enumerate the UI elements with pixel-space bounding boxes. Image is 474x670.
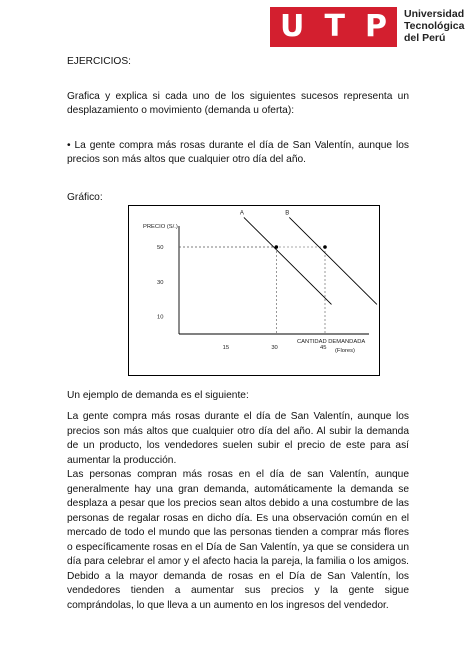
x-tick-label: 30	[271, 345, 278, 351]
logo-letter-t: T	[324, 9, 345, 44]
y-tick-label: 10	[157, 314, 164, 321]
doc-title: EJERCICIOS:	[67, 56, 131, 67]
body-text	[67, 410, 409, 613]
paragraph-1: La gente compra más rosas durante el día de San Valentín, aunque los precios son más altos que cualquier otro día del año. Al subir la demanda de un producto, los vendedores suelen subir el precio de este para así aumentar la producción.	[67, 411, 409, 466]
series-label-b: B	[285, 210, 290, 217]
data-point-1	[323, 245, 327, 249]
utp-logo	[270, 7, 466, 47]
demand-chart	[128, 205, 380, 376]
logo-line-1: Universidad	[404, 8, 465, 20]
y-tick-label: 50	[157, 245, 164, 251]
y-axis-label: PRECIO (S/.)	[143, 224, 178, 230]
x-axis-unit-label: (Flores)	[335, 348, 355, 354]
x-tick-label: 45	[320, 345, 327, 351]
x-axis-label: CANTIDAD DEMANDADA	[297, 339, 366, 345]
graph-label: Gráfico:	[67, 192, 103, 203]
instruction-text: Grafica y explica si cada uno de los siguientes sucesos representa un desplazamiento o movimiento (demanda u oferta):	[67, 91, 409, 116]
paragraph-2: Las personas compran más rosas en el día de san Valentín, aunque generalmente hay una gran demanda, automáticamente la demanda se desplaza a pesar que los precios sean altos debido a una costumbre de las personas de regalar rosas en dicho día. Es una observación común en el mercado de todo el mundo que las personas tienden a comprar más flores o específicamente rosas en el Día de San Valentín, ya que se considera un día para celebrar el amor y el afecto hacia la pareja, la familia o los amigos. Debido a la mayor demanda de rosas en el Día de San Valentín, los vendedores tienden a aumentar sus precios y la gente sigue comprándolas, lo que lleva a un aumento en los ingresos del vendedor.	[67, 469, 409, 611]
logo-line-2: Tecnológica	[404, 20, 465, 32]
demand-chart-svg	[129, 206, 379, 375]
example-label: Un ejemplo de demanda es el siguiente:	[67, 390, 249, 401]
logo-letter-p: P	[364, 9, 387, 44]
logo-line-3: del Perú	[404, 32, 446, 44]
logo-letter-u: U	[280, 9, 305, 44]
data-point-0	[275, 245, 279, 249]
demand-line-b	[289, 217, 377, 304]
y-tick-label: 30	[157, 279, 164, 286]
bullet-item: • La gente compra más rosas durante el día de San Valentín, aunque los precios son más altos que cualquier otro día del año.	[67, 140, 409, 165]
series-label-a: A	[239, 210, 244, 217]
demand-line-a	[244, 217, 332, 304]
logo-wordmark	[404, 8, 474, 44]
x-tick-label: 15	[222, 345, 230, 351]
utp-logo-mark	[270, 7, 397, 47]
